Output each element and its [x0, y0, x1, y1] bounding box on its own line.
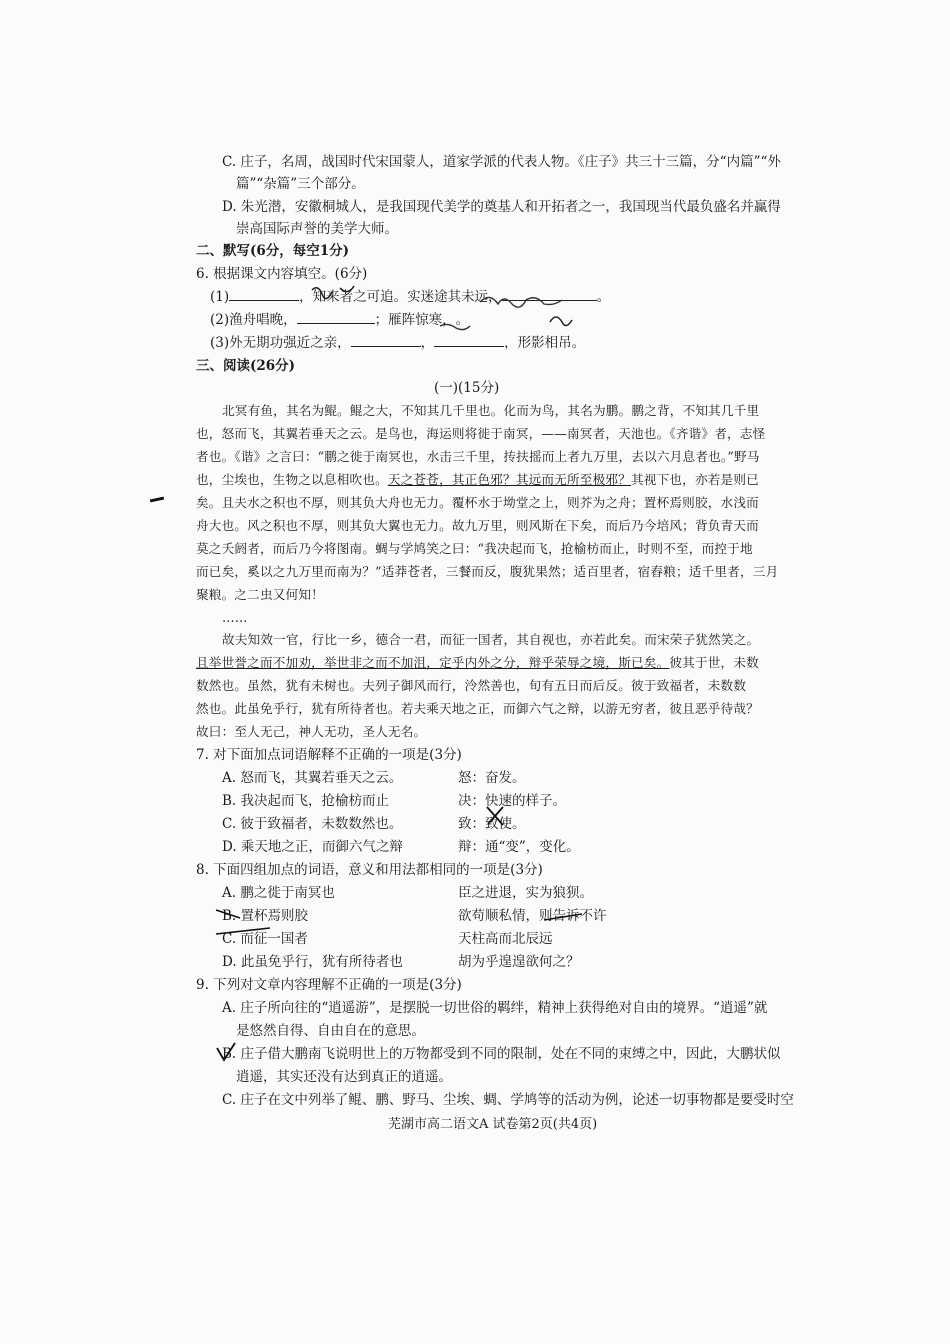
passage-line-4-head: 也，尘埃也，生物之以息相吹也。 — [196, 472, 388, 487]
q9-option-b-line1[interactable]: B. 庄子借大鹏南飞说明世上的万物都受到不同的限制，处在不同的束缚之中，因此，大鹏状似 — [222, 1046, 781, 1062]
q7-option-a-explain: 怒：奋发。 — [458, 770, 526, 786]
q8-option-d[interactable]: D. 此虽免乎行，犹有所待者也 — [222, 954, 403, 970]
section3-heading: 三、阅读(26分) — [196, 358, 296, 374]
passage2-line-4: 然也。此虽免乎行，犹有所待者也。若夫乘天地之正，而御六气之辩，以游无穷者，彼且恶乎待哉？ — [196, 701, 759, 716]
passage2-line-5: 故曰：至人无己，神人无功，圣人无名。 — [196, 724, 427, 739]
q6-item3-mid: ， — [420, 335, 435, 351]
option-c-line2: 篇”“杂篇”三个部分。 — [236, 176, 365, 192]
q7-option-a[interactable]: A. 怒而飞，其翼若垂天之云。 — [222, 770, 403, 786]
strikethrough-marks — [214, 900, 584, 940]
option-d-line1: D. 朱光潜，安徽桐城人，是我国现代美学的奠基人和开拓者之一，我国现当代最负盛名并赢得 — [222, 199, 781, 215]
q7-option-b-explain: 决：快速的样子。 — [458, 793, 566, 809]
q8-stem: 8. 下面四组加点的词语，意义和用法都相同的一项是(3分) — [196, 862, 543, 878]
passage-line-1: 北冥有鱼，其名为鲲。鲲之大，不知其几千里也。化而为鸟，其名为鹏。鹏之背，不知其几千里 — [222, 403, 760, 418]
q7-option-d-explain: 辩：通“变”，变化。 — [458, 839, 580, 855]
q6-item2-mid: ；雁阵惊寒， — [374, 312, 456, 328]
margin-mark — [150, 497, 164, 503]
passage-line-4 — [196, 470, 759, 490]
check-mark-icon — [214, 1040, 238, 1064]
q8-option-a[interactable]: A. 鹏之徙于南冥也 — [222, 885, 335, 901]
passage-line-2: 也，怒而飞，其翼若垂天之云。是鸟也，海运则将徙于南冥，——南冥者，天池也。《齐谐》者，志怪 — [196, 426, 766, 441]
q6-item3-end: ，形影相吊。 — [504, 335, 586, 351]
option-c-line1: C. 庄子，名周，战国时代宋国蒙人，道家学派的代表人物。《庄子》共三十三篇，分“内篇”“外 — [222, 154, 781, 170]
passage-line-3: 者也。《谐》之言曰：“鹏之徙于南冥也，水击三千里，抟扶摇而上者九万里，去以六月息者也。”野马 — [196, 449, 760, 464]
q8-option-d-compare: 胡为乎遑遑欲何之？ — [458, 954, 580, 970]
page-footer: 芜湖市高二语文A 试卷第2页(共4页) — [388, 1117, 598, 1132]
q8-option-a-compare: 臣之进退，实为狼狈。 — [458, 885, 593, 901]
q8-option-c-compare: 天柱高而北辰远 — [458, 931, 553, 947]
q6-item1-end: 。 — [596, 289, 611, 305]
q6-item1-blank1[interactable] — [229, 288, 299, 301]
q6-item1-mid: ，知来者之可追。实迷途其未远， — [299, 289, 502, 305]
passage-underlined-sentence: 天之苍苍，其正色邪？其远而无所至极邪？ — [387, 472, 631, 487]
passage-line-5: 矣。且夫水之积也不厚，则其负大舟也无力。覆杯水于坳堂之上，则芥为之舟；置杯焉则胶，水浅而 — [196, 495, 759, 510]
q9-option-c-line1[interactable]: C. 庄子在文中列举了鲲、鹏、野马、尘埃、蜩、学鸠等的活动为例，论述一切事物都是要受时空 — [222, 1092, 794, 1108]
q7-option-c-explain: 致：致使。 — [458, 816, 526, 832]
passage2-line-2 — [196, 653, 759, 673]
cross-mark-icon — [484, 804, 506, 828]
q9-stem: 9. 下列对文章内容理解不正确的一项是(3分) — [196, 977, 462, 993]
q8-option-b[interactable]: B. 置杯焉则胶 — [222, 908, 309, 924]
q8-option-b-compare: 欲苟顺私情，则告诉不许 — [458, 908, 607, 924]
passage-ellipsis: …… — [222, 610, 248, 625]
q6-item2-end: 。 — [455, 312, 470, 328]
passage-line-6: 舟大也。风之积也不厚，则其负大翼也无力。故九万里，则风斯在下矣，而后乃今培风；背负青天而 — [196, 518, 759, 533]
q6-item2-prefix: (2)渔舟唱晚， — [210, 312, 297, 328]
passage-line-4-tail: 其视下也，亦若是则已 — [631, 472, 759, 487]
passage2-line-3: 数然也。虽然，犹有未树也。夫列子御风而行，泠然善也，旬有五日而后反。彼于致福者，未数数 — [196, 678, 747, 693]
reading-subheading: (一)(15分) — [434, 380, 500, 396]
passage2-underlined-sentence: 且举世誉之而不加劝，举世非之而不加沮，定乎内外之分，辩乎荣辱之境，斯已矣。 — [196, 655, 670, 670]
q7-option-d[interactable]: D. 乘天地之正，而御六气之辩 — [222, 839, 403, 855]
q9-option-b-line2: 逍遥，其实还没有达到真正的逍遥。 — [236, 1069, 452, 1085]
passage-line-8: 而已矣，奚以之九万里而南为？”适莽苍者，三餐而反，腹犹果然；适百里者，宿舂粮；适千里者，三月 — [196, 564, 779, 579]
q9-option-a-line1[interactable]: A. 庄子所向往的“逍遥游”，是摆脱一切世俗的羁绊，精神上获得绝对自由的境界。“逍遥”就 — [222, 1000, 768, 1016]
q7-option-b[interactable]: B. 我决起而飞，抢榆枋而止 — [222, 793, 390, 809]
q8-option-c[interactable]: C. 而征一国者 — [222, 931, 308, 947]
passage2-line-1: 故夫知效一官，行比一乡，德合一君，而征一国者，其自视也，亦若此矣。而宋荣子犹然笑之。 — [222, 632, 760, 647]
q6-stem: 6. 根据课文内容填空。(6分) — [196, 266, 368, 282]
passage-line-7: 莫之夭阏者，而后乃今将图南。蜩与学鸠笑之曰：“我决起而飞，抢榆枋而止，时则不至，而控于地 — [196, 541, 753, 556]
handwriting-scribble — [300, 282, 590, 352]
passage-line-9: 聚粮。之二虫又何知！ — [196, 587, 324, 602]
option-d-line2: 崇高国际声誉的美学大师。 — [236, 221, 398, 237]
q6-item1-prefix: (1) — [210, 289, 230, 305]
q6-item3-prefix: (3)外无期功强近之亲， — [210, 335, 351, 351]
passage2-line-2-tail: 彼其于世，未数 — [669, 655, 759, 670]
q7-option-c[interactable]: C. 彼于致福者，未数数然也。 — [222, 816, 403, 832]
section2-heading: 二、默写(6分，每空1分) — [196, 243, 350, 259]
q9-option-a-line2: 是悠然自得、自由自在的意思。 — [236, 1023, 425, 1039]
q7-stem: 7. 对下面加点词语解释不正确的一项是(3分) — [196, 747, 462, 763]
